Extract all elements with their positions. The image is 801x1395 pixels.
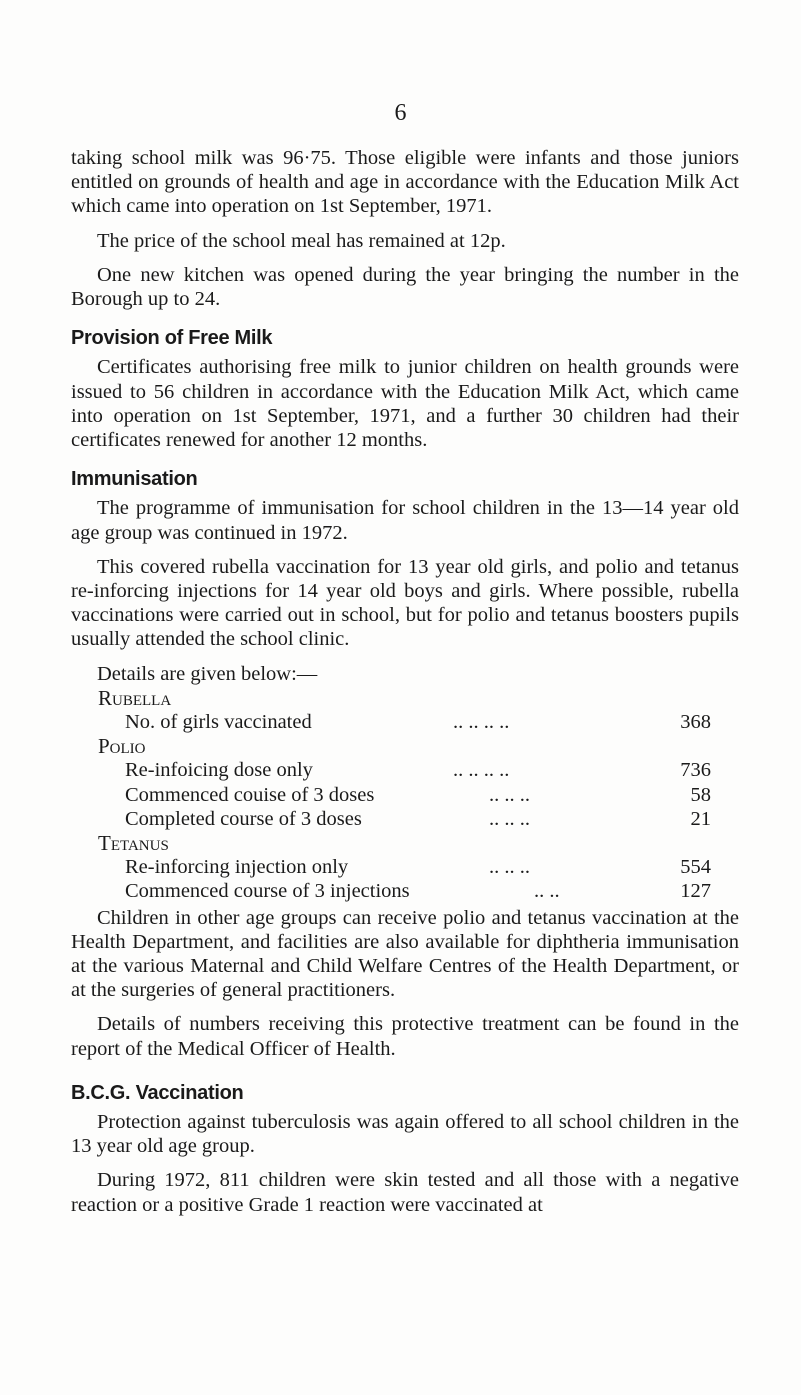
group-polio: Polio (98, 734, 146, 759)
row-leader: .. .. (534, 880, 560, 903)
row-leader: .. .. .. .. (453, 711, 510, 734)
row-label: Completed course of 3 doses (125, 807, 362, 830)
group-tetanus: Tetanus (98, 831, 169, 856)
paragraph-details-intro: Details are given below:— (97, 662, 318, 685)
row-label: Re-infoicing dose only (125, 759, 313, 782)
table-row (98, 807, 739, 831)
paragraph-immunisation-coverage: This covered rubella vaccination for 13 year old girls, and polio and tetanus re-inforcing injections for 14 year old boys and girls. Where possible, rubella vaccinations were carried out in school, but for polio and tetanus boosters pupils usually attended the school clinic. (71, 555, 739, 651)
paragraph-bcg-protection: Protection against tuberculosis was again offered to all school children in the 13 year old age group. (71, 1111, 739, 1158)
paragraph-meal-price: The price of the school meal has remained at 12p. (97, 229, 506, 252)
row-value: 21 (690, 807, 711, 830)
paragraph-new-kitchen: One new kitchen was opened during the year bringing the number in the Borough up to 24. (71, 263, 739, 311)
paragraph-other-age-groups: Children in other age groups can receive polio and tetanus vaccination at the Health Department, and facilities are also available for diphtheria immunisation at the various Maternal and Child Welfare Centres of the Health Department, or at the surgeries of general practitioners. (71, 906, 739, 1002)
heading-immunisation: Immunisation (71, 468, 198, 491)
row-leader: .. .. .. .. (453, 759, 510, 782)
table-row (98, 758, 739, 782)
page-number: 6 (394, 100, 407, 126)
row-value: 554 (680, 856, 711, 879)
row-value: 58 (690, 783, 711, 806)
paragraph-report-reference: Details of numbers receiving this protective treatment can be found in the report of the Medical Officer of Health. (71, 1013, 739, 1060)
paragraph-free-milk: Certificates authorising free milk to junior children on health grounds were issued to 56 children in accordance with the Education Milk Act, which came into operation on 1st September, 1971, and a further 30 children had their certificates renewed for another 12 months. (71, 356, 739, 452)
heading-bcg: B.C.G. Vaccination (71, 1081, 244, 1104)
table-row (98, 855, 739, 879)
paragraph-immunisation-programme: The programme of immunisation for school children in the 13—14 year old age group was continued in 1972. (71, 497, 739, 544)
row-label: Commenced course of 3 injections (125, 880, 410, 903)
document-body (71, 146, 739, 1227)
table-row (98, 879, 739, 903)
row-value: 736 (680, 759, 711, 782)
row-leader: .. .. .. (489, 783, 530, 806)
row-value: 127 (680, 880, 711, 903)
row-label: No. of girls vaccinated (125, 711, 312, 734)
table-row (98, 783, 739, 807)
table-row (98, 710, 739, 734)
heading-free-milk: Provision of Free Milk (71, 327, 273, 350)
row-leader: .. .. .. (489, 856, 530, 879)
row-label: Re-inforcing injection only (125, 856, 349, 879)
row-label: Commenced couise of 3 doses (125, 783, 375, 806)
paragraph-school-milk: taking school milk was 96·75. Those eligible were infants and those juniors entitled on grounds of health and age in accordance with the Education Milk Act which came into operation on 1st September, 1971. (71, 147, 739, 218)
group-rubella: Rubella (98, 685, 172, 710)
row-leader: .. .. .. (489, 807, 530, 830)
paragraph-bcg-testing: During 1972, 811 children were skin tested and all those with a negative reaction or a positive Grade 1 reaction were vaccinated at (71, 1169, 739, 1216)
row-value: 368 (680, 711, 711, 734)
immunisation-table (98, 686, 739, 904)
